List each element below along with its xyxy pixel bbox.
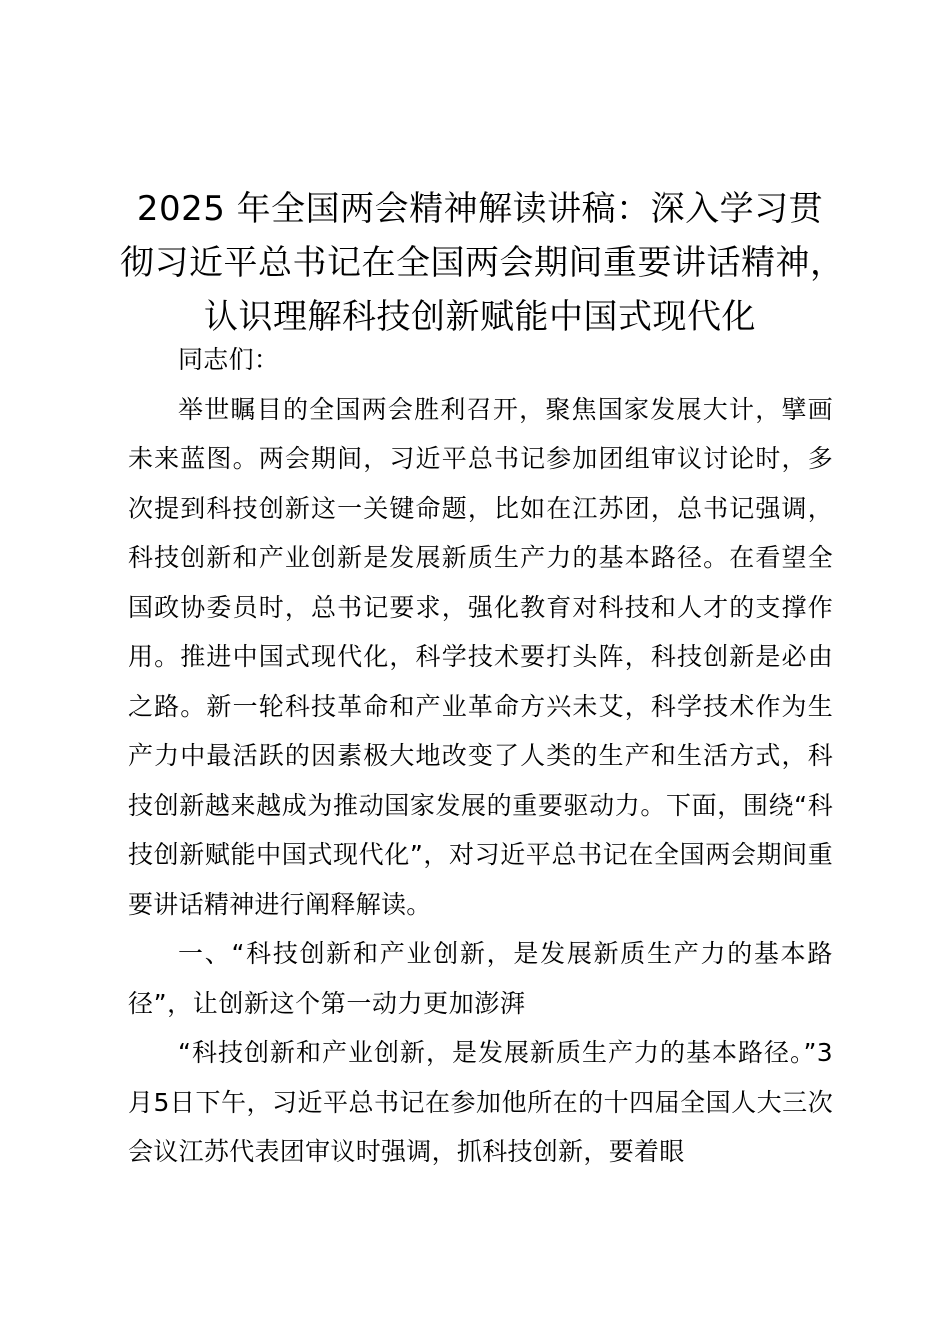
intro-paragraph: 举世瞩目的全国两会胜利召开，聚焦国家发展大计，擘画未来蓝图。两会期间，习近平总书记参加团组审议讨论时，多次提到科技创新这一关键命题，比如在江苏团，总书记强调，科技创新和产业创新是发展新质生产力的基本路径。在看望全国政协委员时，总书记要求，强化教育对科技和人才的支撑作用。推进中国式现代化，科学技术要打头阵，科技创新是必由之路。新一轮科技革命和产业革命方兴未艾，科学技术作为生产力中最活跃的因素极大地改变了人类的生产和生活方式，科技创新越来越成为推动国家发展的重要驱动力。下面，围绕“科技创新赋能中国式现代化”，对习近平总书记在全国两会期间重要讲话精神进行阐释解读。 xyxy=(128,394,833,919)
title-line-2: 彻习近平总书记在全国两会期间重要讲话精神， xyxy=(120,243,845,283)
title-line-3: 认识理解科技创新赋能中国式现代化 xyxy=(204,297,756,337)
document-body xyxy=(128,335,833,1177)
title-line-1: 2025 年全国两会精神解读讲稿：深入学习贯 xyxy=(136,189,824,229)
document-title xyxy=(120,182,845,344)
section-heading: 一、“科技创新和产业创新，是发展新质生产力的基本路径”，让创新这个第一动力更加澎湃 xyxy=(128,939,833,1018)
section-paragraph: “科技创新和产业创新，是发展新质生产力的基本路径。”3月5日下午，习近平总书记在参加他所在的十四届全国人大三次会议江苏代表团审议时强调，抓科技创新，要着眼 xyxy=(128,1038,833,1166)
salutation: 同志们： xyxy=(178,345,280,374)
